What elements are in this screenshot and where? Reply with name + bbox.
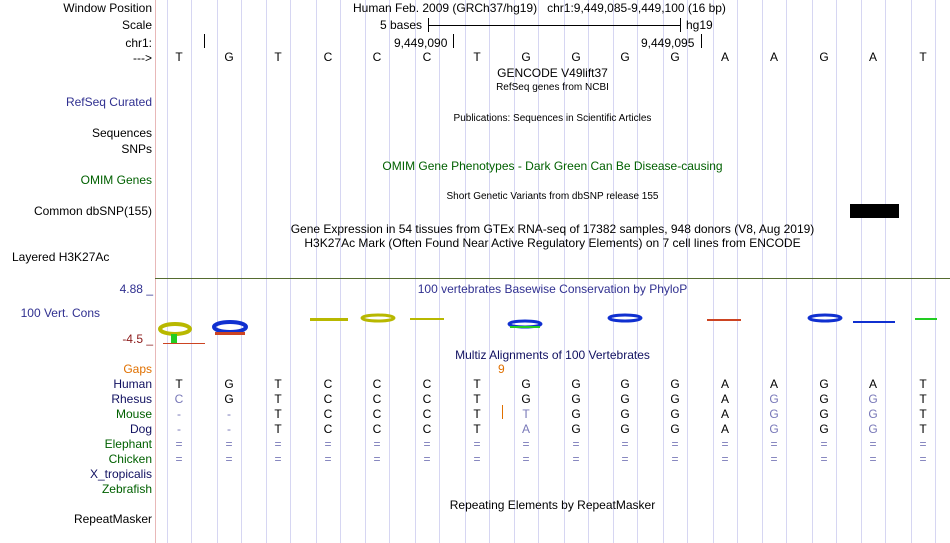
repeatmasker-track-label[interactable]: RepeatMasker — [73, 512, 152, 526]
aligned-base: = — [770, 437, 778, 451]
aligned-base: = — [820, 452, 828, 466]
aligned-base: = — [621, 452, 629, 466]
aligned-base: G — [819, 422, 829, 436]
strand-label: ---> — [133, 51, 152, 65]
aligned-base: C — [422, 407, 432, 421]
scale-label: Scale — [121, 18, 152, 32]
species-label-x_tropicalis[interactable]: X_tropicalis — [89, 467, 152, 481]
aligned-base: G — [819, 392, 829, 406]
base-10: G — [620, 50, 630, 64]
conservation-logo-glyphs — [160, 315, 937, 344]
aligned-base: G — [670, 392, 680, 406]
aligned-base: C — [323, 407, 333, 421]
aligned-base: C — [422, 392, 432, 406]
gap-count: 9 — [498, 362, 505, 376]
aligned-base: = — [175, 437, 183, 451]
aligned-base: = — [770, 452, 778, 466]
aligned-base: = — [721, 437, 729, 451]
aligned-base: T — [473, 392, 481, 406]
dbsnp-track-title[interactable]: Short Genetic Variants from dbSNP release 155 — [446, 191, 659, 202]
species-label-zebrafish[interactable]: Zebrafish — [101, 482, 152, 496]
aligned-base: = — [225, 437, 233, 451]
aligned-base: G — [571, 392, 581, 406]
refseq-track-label[interactable]: RefSeq Curated — [65, 95, 152, 109]
aligned-base: C — [372, 407, 382, 421]
aligned-base: = — [473, 452, 481, 466]
conservation-logo-plot — [155, 310, 950, 350]
aligned-base: = — [671, 437, 679, 451]
aligned-base: G — [571, 377, 581, 391]
aligned-base: G — [769, 422, 779, 436]
aligned-base: = — [572, 437, 580, 451]
aligned-base: = — [225, 452, 233, 466]
aligned-base: = — [869, 437, 877, 451]
aligned-base: A — [720, 392, 729, 406]
scale-bar — [428, 18, 681, 32]
aligned-base: = — [373, 437, 381, 451]
aligned-base: T — [274, 377, 282, 391]
chrom-label: chr1: — [125, 36, 152, 50]
aligned-base: G — [868, 422, 878, 436]
aligned-base: = — [721, 452, 729, 466]
aligned-base: = — [919, 452, 927, 466]
base-13: A — [769, 50, 778, 64]
aligned-base: C — [422, 377, 432, 391]
aligned-base: T — [919, 422, 927, 436]
aligned-base: T — [473, 422, 481, 436]
base-7: T — [473, 50, 481, 64]
aligned-base: = — [373, 452, 381, 466]
species-label-elephant[interactable]: Elephant — [104, 437, 152, 451]
aligned-base: C — [323, 377, 333, 391]
aligned-base: C — [422, 422, 432, 436]
species-label-mouse[interactable]: Mouse — [115, 407, 152, 421]
ruler-tick — [701, 34, 702, 48]
publications-track-title[interactable]: Publications: Sequences in Scientific Articles — [453, 113, 652, 124]
aligned-base: G — [670, 422, 680, 436]
aligned-base: T — [274, 422, 282, 436]
species-label-chicken[interactable]: Chicken — [108, 452, 152, 466]
aligned-base: G — [224, 392, 234, 406]
aligned-base: = — [671, 452, 679, 466]
aligned-base: G — [521, 392, 531, 406]
ruler-tick — [204, 34, 205, 48]
aligned-base: T — [175, 377, 183, 391]
aligned-base: G — [521, 377, 531, 391]
aligned-base: G — [670, 377, 680, 391]
aligned-base: C — [323, 392, 333, 406]
snps-track-label[interactable]: SNPs — [121, 142, 152, 156]
aligned-base: T — [473, 407, 481, 421]
scale-db: hg19 — [686, 18, 713, 32]
position-range: chr1:9,449,085-9,449,100 (16 bp) — [547, 1, 726, 15]
aligned-base: G — [769, 392, 779, 406]
phylop-track-label[interactable]: 100 Vert. Cons — [20, 306, 100, 320]
aligned-base: A — [521, 422, 530, 436]
aligned-base: = — [324, 437, 332, 451]
aligned-base: C — [323, 422, 333, 436]
aligned-base: T — [522, 407, 530, 421]
aligned-base: A — [720, 407, 729, 421]
refseq-track-subtitle[interactable]: RefSeq genes from NCBI — [496, 82, 609, 93]
base-9: G — [571, 50, 581, 64]
aligned-base: G — [769, 407, 779, 421]
omim-track-title[interactable]: OMIM Gene Phenotypes - Dark Green Can Be Disease-causing — [382, 159, 723, 173]
aligned-base: - — [177, 422, 181, 436]
aligned-base: C — [174, 392, 184, 406]
dbsnp-variant-feature[interactable] — [850, 204, 899, 218]
aligned-base: = — [869, 452, 877, 466]
insertion-marker — [502, 405, 503, 419]
aligned-base: - — [227, 407, 231, 421]
gencode-track-title[interactable]: GENCODE V49lift37 — [497, 66, 608, 80]
aligned-base: G — [571, 422, 581, 436]
aligned-base: T — [919, 407, 927, 421]
aligned-base: = — [621, 437, 629, 451]
aligned-base: G — [670, 407, 680, 421]
aligned-base: G — [819, 377, 829, 391]
base-2: G — [224, 50, 234, 64]
aligned-base: G — [868, 392, 878, 406]
aligned-base: = — [423, 437, 431, 451]
phylop-track-title[interactable]: 100 vertebrates Basewise Conservation by PhyloP — [417, 282, 688, 296]
aligned-base: = — [919, 437, 927, 451]
aligned-base: G — [868, 407, 878, 421]
base-4: C — [323, 50, 333, 64]
aligned-base: C — [372, 422, 382, 436]
omim-track-label[interactable]: OMIM Genes — [80, 173, 152, 187]
base-11: G — [670, 50, 680, 64]
aligned-base: - — [227, 422, 231, 436]
position-info — [353, 1, 726, 15]
aligned-base: = — [820, 437, 828, 451]
aligned-base: C — [372, 377, 382, 391]
window-position-label: Window Position — [63, 1, 152, 15]
gaps-label[interactable]: Gaps — [123, 362, 152, 376]
ruler-coord-1: 9,449,090 — [394, 36, 448, 50]
aligned-base: G — [224, 377, 234, 391]
track-separator — [155, 278, 950, 279]
base-15: A — [868, 50, 877, 64]
aligned-base: T — [274, 392, 282, 406]
ruler-tick — [453, 34, 454, 48]
aligned-base: = — [522, 437, 530, 451]
aligned-base: T — [919, 392, 927, 406]
repeatmasker-track-title[interactable]: Repeating Elements by RepeatMasker — [449, 498, 656, 512]
base-5: C — [372, 50, 382, 64]
aligned-base: T — [919, 377, 927, 391]
species-label-dog[interactable]: Dog — [129, 422, 152, 436]
aligned-base: A — [769, 377, 778, 391]
phylop-max-label: 4.88 _ — [119, 282, 153, 296]
aligned-base: = — [274, 437, 282, 451]
h3k27ac-track-title[interactable]: H3K27Ac Mark (Often Found Near Active Regulatory Elements) on 7 cell lines from ENCODE — [304, 236, 801, 250]
base-16: T — [919, 50, 927, 64]
aligned-base: - — [177, 407, 181, 421]
sequences-track-label[interactable]: Sequences — [91, 126, 152, 140]
aligned-base: G — [819, 407, 829, 421]
species-label-rhesus[interactable]: Rhesus — [111, 392, 152, 406]
base-14: G — [819, 50, 829, 64]
aligned-base: A — [720, 377, 729, 391]
aligned-base: T — [473, 377, 481, 391]
aligned-base: G — [620, 392, 630, 406]
base-sequence-row — [0, 50, 950, 64]
assembly-name: Human Feb. 2009 (GRCh37/hg19) — [353, 1, 538, 15]
base-1: T — [175, 50, 183, 64]
aligned-base: = — [522, 452, 530, 466]
aligned-base: C — [372, 392, 382, 406]
base-6: C — [422, 50, 432, 64]
aligned-base: G — [620, 422, 630, 436]
phylop-min-label: -4.5 _ — [122, 332, 153, 346]
scale-text: 5 bases — [380, 18, 423, 32]
species-label-human[interactable]: Human — [113, 377, 152, 391]
aligned-base: = — [423, 452, 431, 466]
aligned-base: = — [274, 452, 282, 466]
aligned-base: A — [868, 377, 877, 391]
gtex-track-title[interactable]: Gene Expression in 54 tissues from GTEx RNA-seq of 17382 samples, 948 donors (V8, Aug 2019) — [290, 222, 815, 236]
aligned-base: A — [720, 422, 729, 436]
aligned-base: = — [572, 452, 580, 466]
aligned-base: G — [620, 377, 630, 391]
base-3: T — [274, 50, 282, 64]
aligned-base: G — [571, 407, 581, 421]
aligned-base: T — [274, 407, 282, 421]
ruler-coord-2: 9,449,095 — [641, 36, 695, 50]
h3k27ac-track-label[interactable]: Layered H3K27Ac — [12, 250, 110, 264]
base-8: G — [521, 50, 531, 64]
base-12: A — [720, 50, 729, 64]
multiz-track-title[interactable]: Multiz Alignments of 100 Vertebrates — [455, 348, 650, 362]
aligned-base: = — [473, 437, 481, 451]
dbsnp-track-label[interactable]: Common dbSNP(155) — [33, 204, 152, 218]
aligned-base: = — [175, 452, 183, 466]
aligned-base: = — [324, 452, 332, 466]
aligned-base: G — [620, 407, 630, 421]
